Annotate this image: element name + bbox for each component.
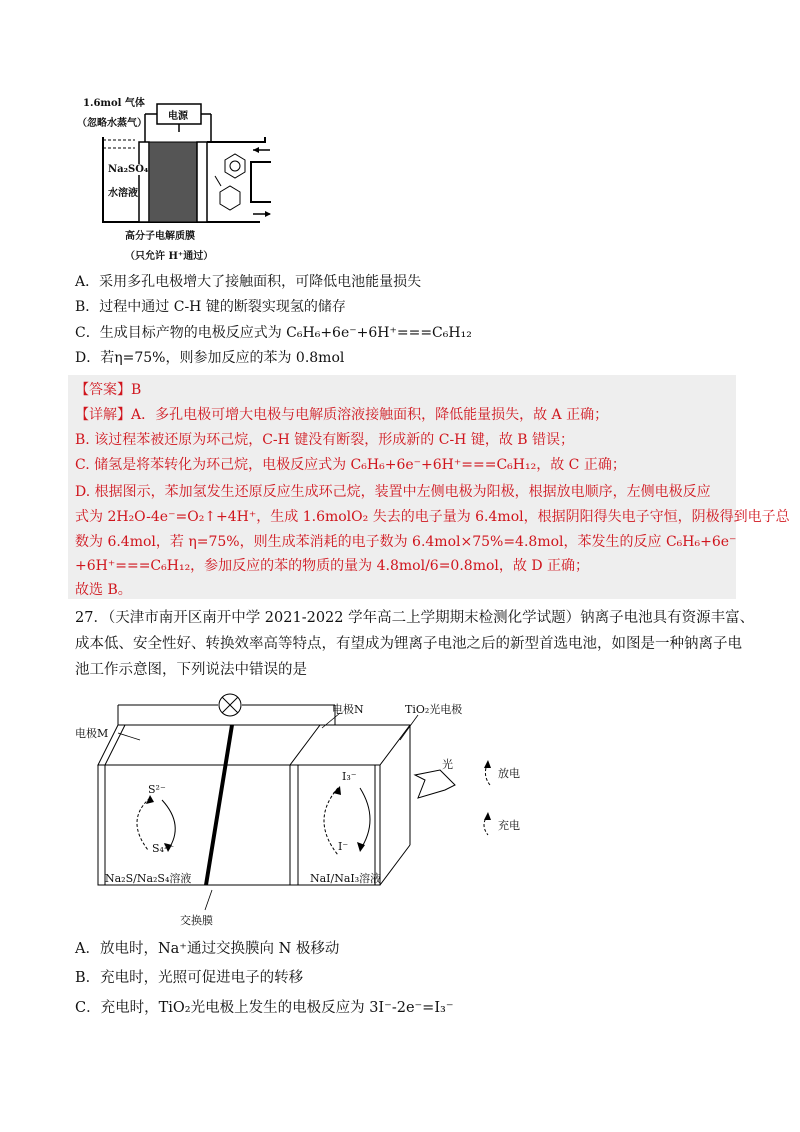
s2-label: S²⁻ <box>148 783 166 796</box>
q27-line-3: 池工作示意图，下列说法中错误的是 <box>75 662 307 678</box>
q26-option-c <box>75 323 472 343</box>
answer-detail-2: B. 该过程苯被还原为环己烷，C-H 键没有断裂，形成新的 C-H 键，故 B 错误； <box>75 432 575 448</box>
light-label: 光 <box>442 758 453 771</box>
solution-label-1: Na₂SO₄ <box>108 164 149 175</box>
answer-detail-3: C. 储氢是将苯转化为环己烷，电极反应式为 C₆H₆+6e⁻+6H⁺===C₆H₁₂，故 C 正确； <box>75 457 626 473</box>
answer-detail-4: D. 根据图示，苯加氢发生还原反应生成环己烷，装置中左侧电极为阳极，根据放电顺序，左侧电极反应 <box>75 484 711 500</box>
right-solution-label: NaI/NaI₃溶液 <box>310 872 382 885</box>
charge-label: 充电 <box>498 819 520 832</box>
i-label: I⁻ <box>338 840 349 853</box>
battery-svg <box>70 680 550 930</box>
answer-label: 【答案】B <box>75 382 142 398</box>
answer-detail-1: 【详解】A．多孔电极可增大电极与电解质溶液接触面积，降低能量损失，故 A 正确； <box>75 407 609 423</box>
q27-line-2: 成本低、安全性好、转换效率高等特点，有望成为锂离子电池之后的新型首选电池，如图是一种钠离子电 <box>75 636 742 652</box>
left-solution-label: Na₂S/Na₂S₄溶液 <box>105 872 192 885</box>
answer-detail-5: 式为 2H₂O-4e⁻=O₂↑+4H⁺，生成 1.6molO₂ 失去的电子量为 6.4mol，根据阴阳得失电子守恒，阴极得到电子总 <box>75 509 790 525</box>
electrode-m-label: 电极M <box>75 727 109 740</box>
membrane-label: 交换膜 <box>180 914 213 927</box>
membrane-label: 高分子电解质膜 <box>125 231 195 242</box>
q26-option-c-equation: C₆H₆+6e⁻+6H⁺===C₆H₁₂ <box>286 325 472 341</box>
q26-option-d: D．若η=75%，则参加反应的苯为 0.8mol <box>75 350 345 366</box>
electrolysis-diagram <box>75 92 285 267</box>
electrode-n-label: 电极N <box>332 703 364 716</box>
q27-option-b: B．充电时，光照可促进电子的转移 <box>75 970 304 986</box>
membrane-note: （只允许 H⁺通过） <box>125 251 214 262</box>
battery-diagram <box>70 680 550 930</box>
q26-option-b: B．过程中通过 C-H 键的断裂实现氢的储存 <box>75 299 346 315</box>
discharge-label: 放电 <box>498 767 520 780</box>
s4-label: S₄²⁻ <box>152 842 175 855</box>
answer-detail-7: +6H⁺===C₆H₁₂，参加反应的苯的物质的量为 4.8mol/6=0.8mol，故 D 正确； <box>75 558 590 574</box>
q26-option-c-text: C．生成目标产物的电极反应式为 <box>75 325 287 341</box>
tio2-label: TiO₂光电极 <box>405 703 463 716</box>
q26-option-a: A．采用多孔电极增大了接触面积，可降低电池能量损失 <box>75 274 422 290</box>
solution-label-2: 水溶液 <box>108 184 138 199</box>
gas-note: （忽略水蒸气） <box>77 118 147 129</box>
i3-label: I₃⁻ <box>342 770 357 783</box>
q27-option-c: C．充电时，TiO₂光电极上发生的电极反应为 3I⁻-2e⁻=I₃⁻ <box>75 1000 454 1016</box>
q27-option-a: A．放电时，Na⁺通过交换膜向 N 极移动 <box>75 941 340 957</box>
q27-line-1: 27．（天津市南开区南开中学 2021-2022 学年高二上学期期末检测化学试题）钠离子电池具有资源丰富、 <box>75 610 755 626</box>
power-label: 电源 <box>168 111 188 122</box>
answer-detail-6: 数为 6.4mol，若 η=75%，则生成苯消耗的电子数为 6.4mol×75%=4.8mol，苯发生的反应 C₆H₆+6e⁻ <box>75 534 737 550</box>
gas-label: 1.6mol 气体 <box>83 98 145 109</box>
answer-detail-8: 故选 B。 <box>75 582 132 598</box>
